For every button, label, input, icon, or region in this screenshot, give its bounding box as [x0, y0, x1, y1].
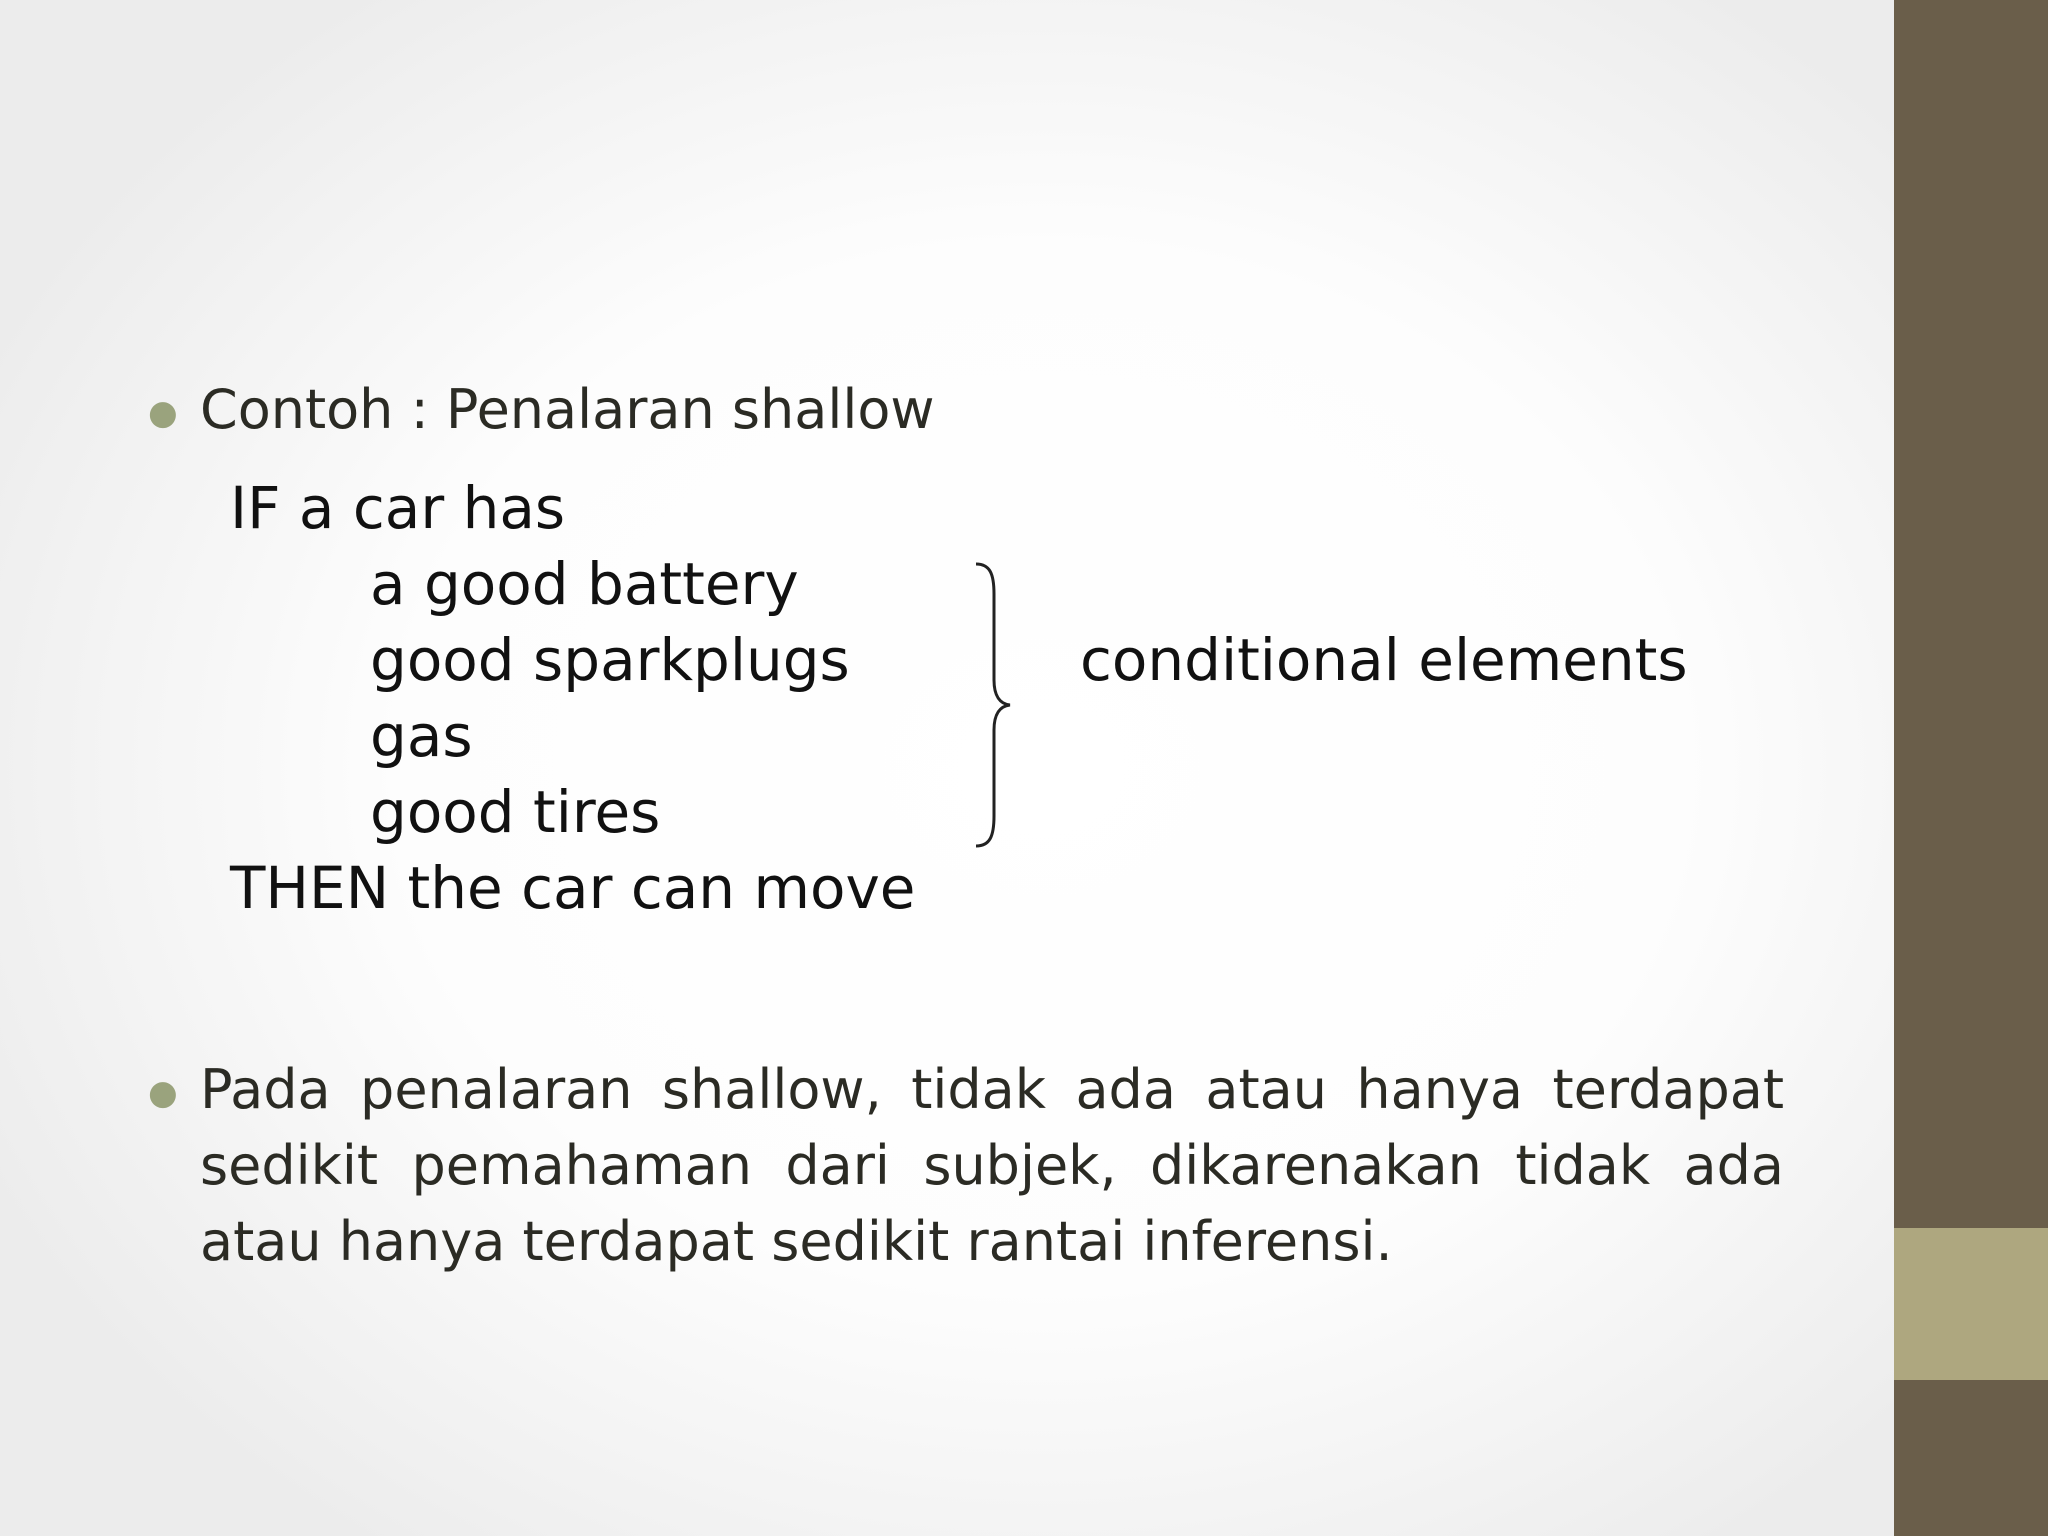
rule-if-line: IF a car has [230, 474, 566, 542]
bullet-icon: ● [148, 393, 178, 433]
bullet-item-explanation [148, 1052, 1788, 1280]
rule-then-line: THEN the car can move [230, 854, 916, 922]
rule-condition: gas [370, 702, 473, 770]
rule-condition: good sparkplugs [370, 626, 850, 694]
rule-condition: good tires [370, 778, 661, 846]
bullet-icon: ● [148, 1073, 178, 1113]
bullet-item-example [148, 372, 935, 448]
bullet-text-example: Contoh : Penalaran shallow [200, 378, 935, 441]
sidebar-accent-decoration [1894, 1228, 2048, 1380]
rule-condition: a good battery [370, 550, 799, 618]
conditional-elements-label: conditional elements [1080, 626, 1688, 694]
right-brace-icon [968, 560, 1018, 850]
bullet-text-explanation: Pada penalaran shallow, tidak ada atau hanya terdapat sedikit pemahaman dari subjek, dikarenakan tidak ada atau hanya terdapat sedikit rantai inferensi. [200, 1058, 1784, 1273]
